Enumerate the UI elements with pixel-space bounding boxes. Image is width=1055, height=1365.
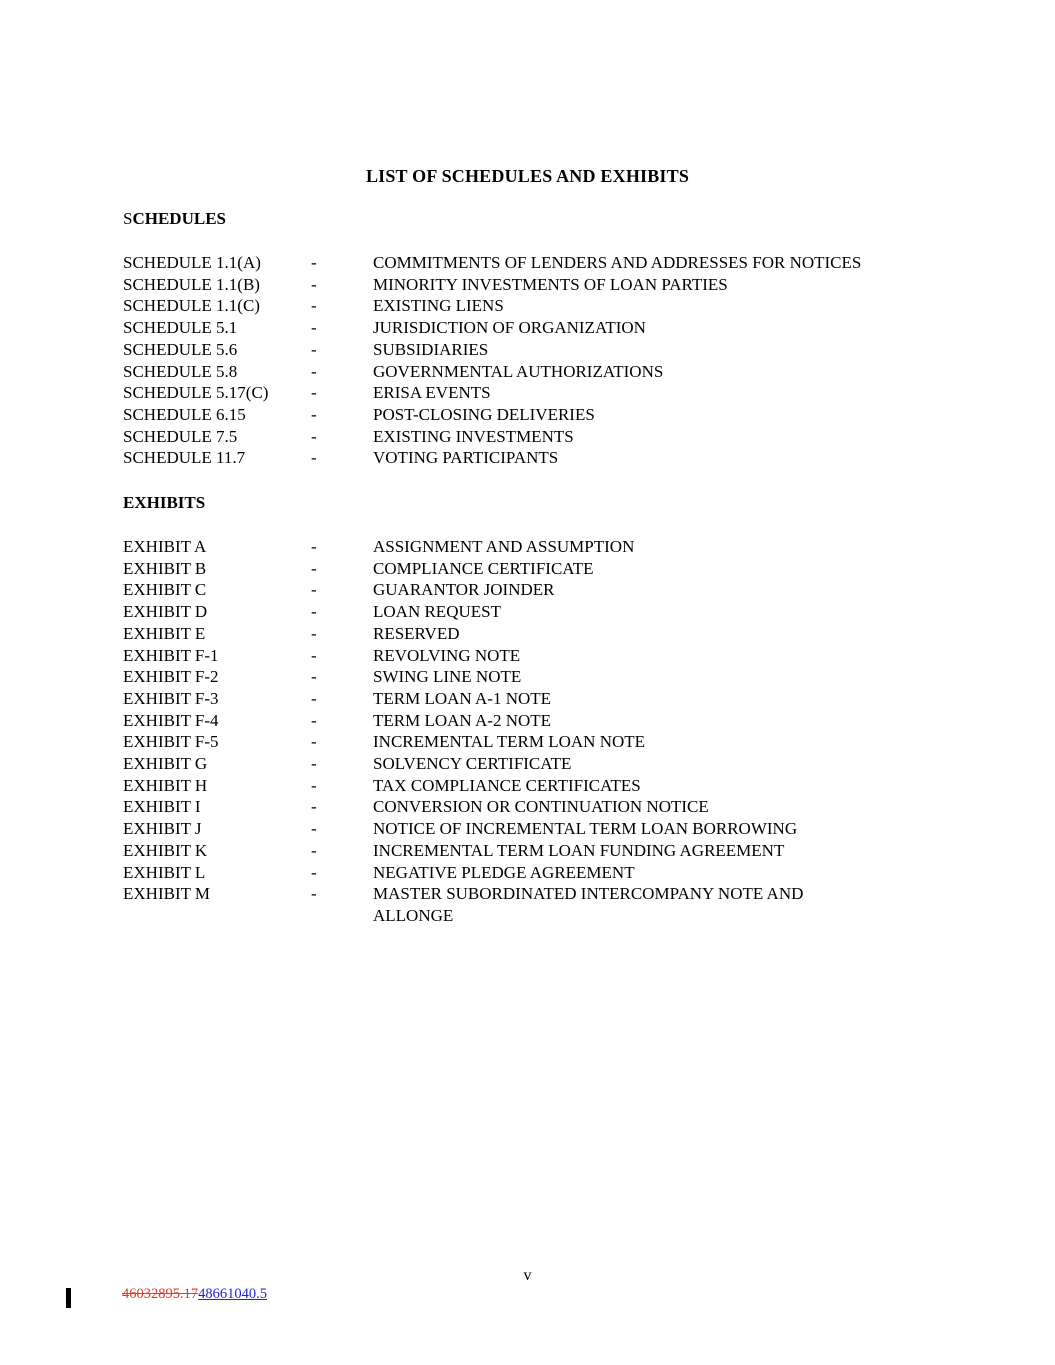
exhibit-description-line: LOAN REQUEST	[373, 602, 501, 622]
dash-separator: -	[311, 754, 317, 774]
exhibit-label: EXHIBIT E	[123, 623, 206, 643]
exhibit-description	[373, 645, 520, 667]
exhibit-description	[373, 666, 521, 688]
schedule-row	[123, 317, 861, 339]
schedule-label: SCHEDULE 7.5	[123, 426, 238, 446]
exhibit-row	[123, 666, 803, 688]
schedule-label: SCHEDULE 1.1(A)	[123, 253, 261, 272]
exhibit-label: EXHIBIT G	[123, 754, 208, 774]
exhibit-label: EXHIBIT A	[123, 537, 207, 556]
exhibit-description-line: REVOLVING NOTE	[373, 645, 521, 665]
exhibit-description	[373, 753, 571, 775]
schedule-description-line: EXISTING LIENS	[373, 296, 504, 316]
dash-separator: -	[311, 775, 317, 795]
exhibit-description	[373, 688, 551, 710]
schedules-heading-rest: CHEDULES	[132, 209, 226, 228]
exhibit-description	[373, 601, 501, 623]
exhibit-description-line: TAX COMPLIANCE CERTIFICATES	[373, 775, 641, 795]
exhibit-label: EXHIBIT F-1	[123, 645, 219, 665]
exhibit-label: EXHIBIT L	[123, 862, 206, 882]
exhibit-description-line: CONVERSION OR CONTINUATION NOTICE	[373, 797, 709, 817]
dash-separator: -	[311, 797, 317, 817]
dash-separator: -	[311, 623, 317, 643]
schedule-description	[373, 382, 491, 404]
exhibit-description	[373, 840, 784, 862]
exhibit-description	[373, 623, 459, 645]
schedule-description-line: COMMITMENTS OF LENDERS AND ADDRESSES FOR NOTICES	[373, 253, 862, 272]
inserted-doc-id: 48661040.5	[198, 1286, 267, 1302]
dash-separator: -	[311, 274, 317, 294]
exhibit-label: EXHIBIT C	[123, 580, 207, 600]
schedule-label: SCHEDULE 5.6	[123, 339, 238, 359]
exhibit-description-line: GUARANTOR JOINDER	[373, 580, 555, 600]
exhibit-description-line: NEGATIVE PLEDGE AGREEMENT	[373, 862, 635, 882]
schedule-description-line: SUBSIDIARIES	[373, 339, 489, 359]
exhibit-description-line: RESERVED	[373, 623, 460, 643]
dash-separator: -	[311, 296, 317, 316]
exhibit-row	[123, 645, 803, 667]
schedule-label: SCHEDULE 5.17(C)	[123, 383, 269, 403]
exhibits-list	[123, 536, 803, 927]
exhibit-row	[123, 536, 803, 558]
schedule-description	[373, 404, 595, 426]
dash-separator: -	[311, 819, 317, 839]
exhibit-label: EXHIBIT M	[123, 884, 211, 904]
dash-separator: -	[311, 602, 317, 622]
schedules-heading-prefix: S	[123, 209, 133, 228]
schedules-heading	[123, 208, 226, 230]
schedule-description	[373, 274, 728, 296]
exhibit-row	[123, 710, 803, 732]
deleted-doc-id: 46032895.17	[122, 1286, 199, 1302]
schedule-row	[123, 295, 861, 317]
exhibit-row	[123, 883, 803, 926]
exhibit-row	[123, 623, 803, 645]
exhibit-description-line: TERM LOAN A-1 NOTE	[373, 688, 552, 708]
exhibit-description	[373, 862, 635, 884]
schedule-row	[123, 339, 861, 361]
dash-separator: -	[311, 426, 317, 446]
exhibit-description	[373, 558, 593, 580]
exhibit-label: EXHIBIT J	[123, 819, 202, 839]
exhibits-heading: EXHIBITS	[123, 493, 206, 512]
schedule-row	[123, 274, 861, 296]
schedule-description-line: EXISTING INVESTMENTS	[373, 426, 574, 446]
schedule-label: SCHEDULE 11.7	[123, 448, 246, 468]
exhibit-description-line: COMPLIANCE CERTIFICATE	[373, 558, 594, 578]
schedule-description-line: ERISA EVENTS	[373, 383, 491, 403]
schedule-label: SCHEDULE 5.1	[123, 318, 238, 338]
exhibit-label: EXHIBIT I	[123, 797, 201, 817]
dash-separator: -	[311, 884, 317, 904]
schedule-label: SCHEDULE 1.1(B)	[123, 274, 260, 294]
exhibit-description	[373, 731, 645, 753]
exhibit-description	[373, 796, 709, 818]
exhibit-row	[123, 601, 803, 623]
exhibit-row	[123, 558, 803, 580]
revision-change-bar	[66, 1288, 71, 1308]
dash-separator: -	[311, 339, 317, 359]
schedule-label: SCHEDULE 6.15	[123, 404, 246, 424]
exhibit-row	[123, 731, 803, 753]
schedule-description	[373, 426, 574, 448]
dash-separator: -	[311, 448, 317, 468]
exhibit-label: EXHIBIT B	[123, 558, 207, 578]
exhibit-description-line: MASTER SUBORDINATED INTERCOMPANY NOTE AND	[373, 884, 804, 904]
dash-separator: -	[311, 383, 317, 403]
exhibit-description-line: ASSIGNMENT AND ASSUMPTION	[373, 537, 635, 556]
exhibit-description	[373, 818, 797, 840]
exhibit-description	[373, 775, 641, 797]
exhibit-row	[123, 796, 803, 818]
exhibit-description	[373, 883, 803, 926]
dash-separator: -	[311, 840, 317, 860]
exhibit-description	[373, 710, 551, 732]
schedule-description-line: VOTING PARTICIPANTS	[373, 448, 559, 468]
schedule-description	[373, 317, 646, 339]
dash-separator: -	[311, 537, 317, 556]
schedule-label: SCHEDULE 5.8	[123, 361, 238, 381]
exhibit-label: EXHIBIT F-2	[123, 667, 219, 687]
page-number: v	[523, 1267, 532, 1284]
dash-separator: -	[311, 580, 317, 600]
exhibit-row	[123, 840, 803, 862]
exhibit-description-line: SWING LINE NOTE	[373, 667, 522, 687]
schedule-description-line: GOVERNMENTAL AUTHORIZATIONS	[373, 361, 664, 381]
schedule-row	[123, 361, 861, 383]
dash-separator: -	[311, 318, 317, 338]
exhibit-row	[123, 818, 803, 840]
exhibit-label: EXHIBIT H	[123, 775, 208, 795]
dash-separator: -	[311, 667, 317, 687]
schedule-row	[123, 252, 861, 274]
exhibit-label: EXHIBIT F-5	[123, 732, 219, 752]
schedule-description	[373, 339, 488, 361]
exhibit-row	[123, 579, 803, 601]
dash-separator: -	[311, 253, 317, 272]
schedule-row	[123, 426, 861, 448]
schedules-list	[123, 252, 861, 469]
page-title: LIST OF SCHEDULES AND EXHIBITS	[365, 166, 690, 186]
exhibit-description	[373, 536, 634, 558]
schedule-description-line: MINORITY INVESTMENTS OF LOAN PARTIES	[373, 274, 728, 294]
exhibit-description-line-2: ALLONGE	[373, 905, 454, 925]
schedule-description	[373, 361, 663, 383]
schedule-description	[373, 295, 504, 317]
exhibit-row	[123, 775, 803, 797]
schedule-row	[123, 382, 861, 404]
exhibit-label: EXHIBIT K	[123, 840, 208, 860]
schedule-description-line: JURISDICTION OF ORGANIZATION	[373, 318, 646, 338]
exhibit-description-line: SOLVENCY CERTIFICATE	[373, 754, 572, 774]
schedule-description-line: POST-CLOSING DELIVERIES	[373, 404, 595, 424]
dash-separator: -	[311, 710, 317, 730]
dash-separator: -	[311, 645, 317, 665]
schedule-description	[373, 447, 558, 469]
schedule-description	[373, 252, 861, 274]
exhibit-description-line: INCREMENTAL TERM LOAN FUNDING AGREEMENT	[373, 840, 785, 860]
exhibit-label: EXHIBIT D	[123, 602, 208, 622]
exhibit-row	[123, 688, 803, 710]
document-id-redline	[122, 1286, 267, 1303]
schedule-row	[123, 447, 861, 469]
dash-separator: -	[311, 404, 317, 424]
dash-separator: -	[311, 688, 317, 708]
exhibit-description-line: INCREMENTAL TERM LOAN NOTE	[373, 732, 646, 752]
dash-separator: -	[311, 558, 317, 578]
dash-separator: -	[311, 361, 317, 381]
exhibit-row	[123, 862, 803, 884]
exhibit-label: EXHIBIT F-3	[123, 688, 219, 708]
schedule-label: SCHEDULE 1.1(C)	[123, 296, 260, 316]
dash-separator: -	[311, 862, 317, 882]
exhibit-label: EXHIBIT F-4	[123, 710, 219, 730]
exhibit-description-line: TERM LOAN A-2 NOTE	[373, 710, 552, 730]
dash-separator: -	[311, 732, 317, 752]
exhibit-description	[373, 579, 555, 601]
schedule-row	[123, 404, 861, 426]
exhibit-row	[123, 753, 803, 775]
exhibit-description-line: NOTICE OF INCREMENTAL TERM LOAN BORROWING	[373, 819, 798, 839]
